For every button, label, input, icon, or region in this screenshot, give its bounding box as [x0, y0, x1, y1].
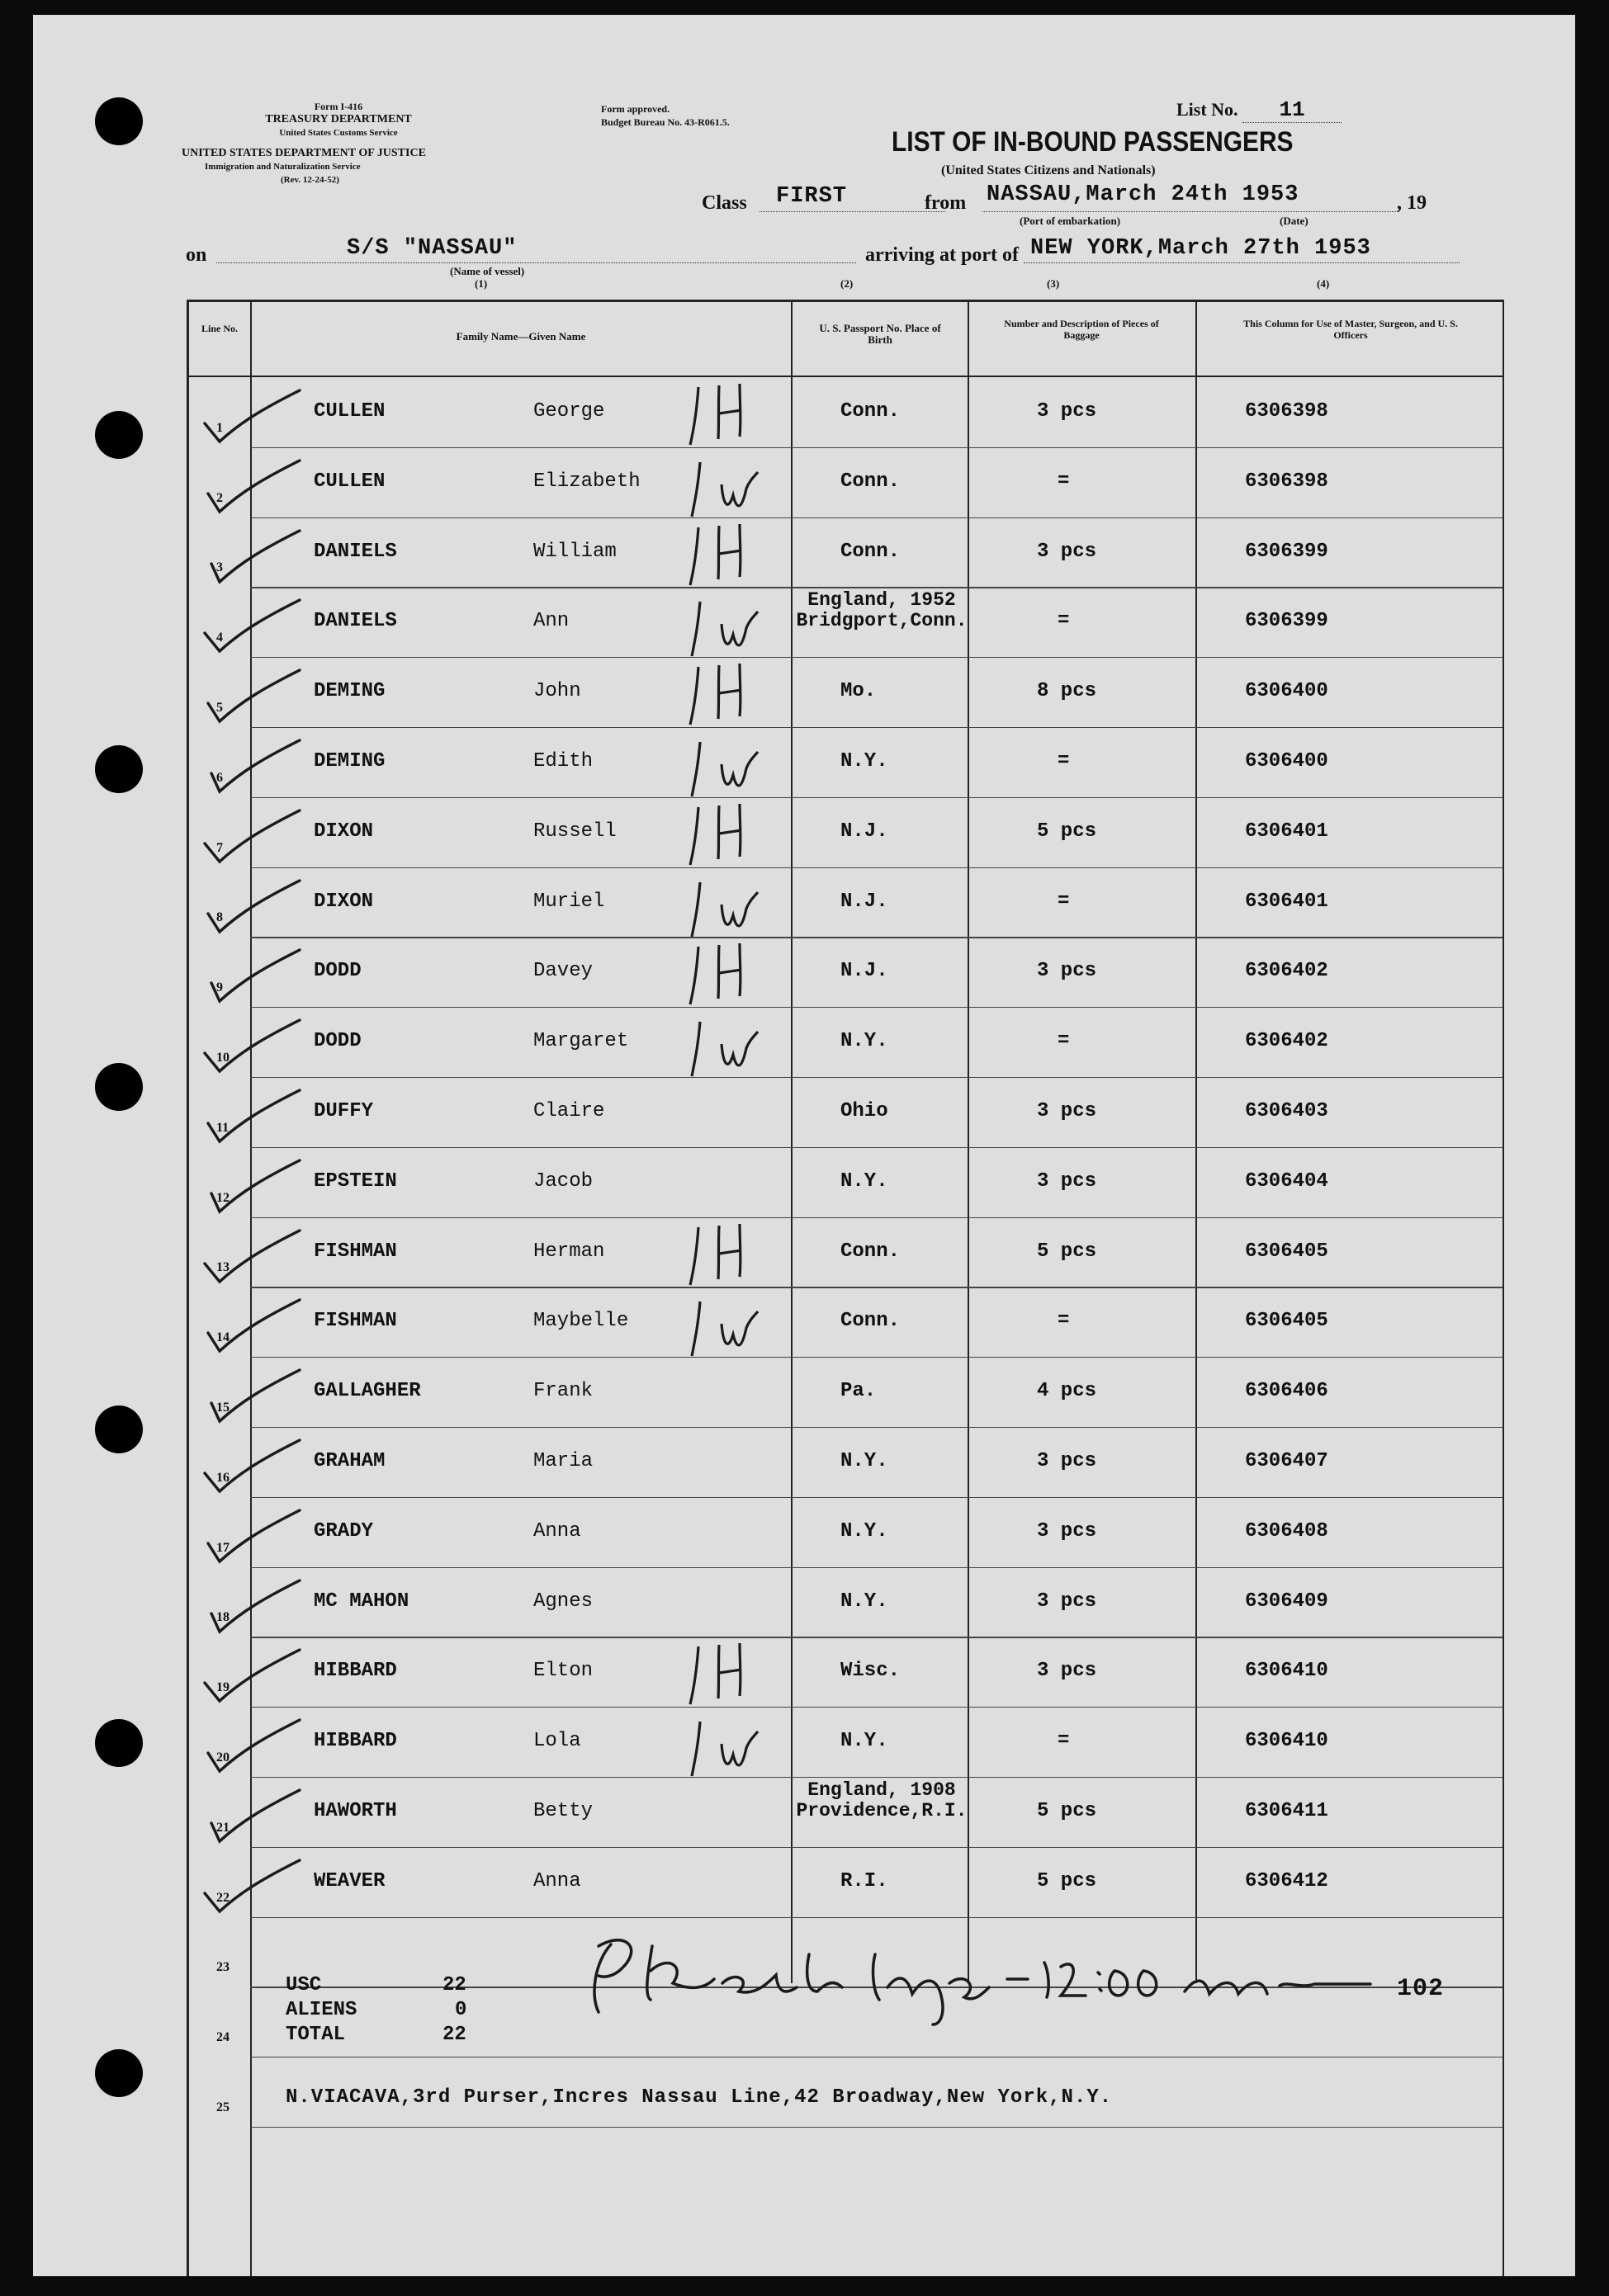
col-2-number: (2) — [840, 277, 854, 290]
line-number: 20 — [216, 1750, 230, 1765]
head-of-household-mark — [682, 657, 781, 731]
rev-label: (Rev. 12-24-52) — [281, 175, 339, 185]
row-divider — [250, 1707, 1503, 1708]
header-line-no: Line No. — [201, 323, 238, 334]
passport-number: 6306401 — [1245, 890, 1328, 913]
header-officers: This Column for Use of Master, Surgeon, and U. S. Officers — [1243, 318, 1458, 341]
passport-number: 6306409 — [1245, 1590, 1328, 1613]
passport-number: 6306398 — [1245, 470, 1328, 493]
row-divider — [250, 2127, 1503, 2128]
from-label: from — [925, 192, 967, 214]
place-of-birth: Mo. — [840, 680, 877, 703]
arriving-label: arriving at port of — [865, 244, 1019, 266]
given-name: Lola — [533, 1730, 581, 1753]
list-no-value: 11 — [1242, 97, 1342, 123]
baggage-count: 3 pcs — [1037, 1450, 1097, 1472]
line-number: 19 — [216, 1680, 230, 1695]
form-approved: Form approved. — [601, 103, 670, 115]
budget-bureau: Budget Bureau No. 43-R061.5. — [601, 116, 730, 128]
passport-number: 6306399 — [1245, 610, 1328, 633]
row-divider — [250, 937, 1503, 938]
baggage-count: 5 pcs — [1037, 1800, 1097, 1822]
justice-label: UNITED STATES DEPARTMENT OF JUSTICE — [182, 147, 426, 159]
line-number: 15 — [216, 1401, 230, 1415]
class-value: FIRST — [776, 184, 848, 209]
family-name: DANIELS — [314, 540, 397, 563]
passport-number: 6306410 — [1245, 1730, 1328, 1753]
form-header-left — [182, 100, 495, 139]
place-of-birth: N.Y. — [840, 1450, 888, 1472]
passport-number: 6306410 — [1245, 1660, 1328, 1683]
passport-number: 6306412 — [1245, 1869, 1328, 1892]
row-divider — [250, 797, 1503, 798]
given-name: Claire — [533, 1100, 605, 1122]
line-number: 24 — [216, 2030, 230, 2045]
family-name: DEMING — [314, 750, 386, 772]
passport-number: 6306399 — [1245, 540, 1328, 563]
family-name: MC MAHON — [314, 1590, 409, 1613]
punch-hole — [95, 1719, 143, 1767]
name-col-border — [791, 300, 793, 1983]
line-number: 9 — [216, 980, 223, 995]
given-name: Frank — [533, 1380, 594, 1403]
head-of-household-mark — [682, 1637, 781, 1711]
row-divider — [250, 1427, 1503, 1428]
arrival-value: NEW YORK,March 27th 1953 — [1030, 236, 1371, 261]
wife-mark — [682, 1007, 781, 1081]
line-number: 12 — [216, 1190, 230, 1205]
header-name: Family Name—Given Name — [456, 330, 586, 343]
place-of-birth: Conn. — [840, 1310, 901, 1333]
row-divider — [250, 1917, 1503, 1918]
baggage-count: 3 pcs — [1037, 960, 1097, 983]
row-divider — [250, 447, 1503, 448]
row-divider — [250, 1357, 1503, 1358]
row-divider — [250, 727, 1503, 728]
family-name: DUFFY — [314, 1100, 374, 1122]
passport-number: 6306404 — [1245, 1169, 1328, 1193]
line-number: 22 — [216, 1890, 230, 1905]
baggage-count: = — [1058, 470, 1070, 493]
passport-number: 6306405 — [1245, 1240, 1328, 1263]
line-number: 4 — [216, 631, 223, 645]
form-number: Form I-416 — [314, 101, 363, 112]
total-count: 22 — [442, 2024, 466, 2046]
punch-hole — [95, 745, 143, 793]
head-of-household-mark — [682, 797, 781, 872]
vessel-note: (Name of vessel) — [450, 265, 525, 277]
given-name: Edith — [533, 750, 594, 772]
family-name: DANIELS — [314, 610, 397, 633]
line-number: 7 — [216, 840, 223, 855]
vessel-col-number: (1) — [475, 277, 488, 290]
family-name: DIXON — [314, 820, 374, 843]
place-of-birth: Pa. — [840, 1380, 877, 1403]
table-top-border — [187, 300, 1504, 302]
given-name: Ann — [533, 610, 570, 633]
vessel-underline — [216, 262, 856, 263]
place-of-birth: N.Y. — [840, 1590, 888, 1613]
col-4-number: (4) — [1317, 277, 1330, 290]
place-of-birth: Conn. — [840, 470, 901, 493]
baggage-count: = — [1058, 1310, 1070, 1333]
passport-number: 6306408 — [1245, 1519, 1328, 1542]
given-name: Muriel — [533, 890, 605, 913]
baggage-count: 3 pcs — [1037, 540, 1097, 563]
punch-hole — [95, 1063, 143, 1111]
baggage-count: 3 pcs — [1037, 1169, 1097, 1193]
row-divider — [250, 1567, 1503, 1568]
baggage-count: 5 pcs — [1037, 820, 1097, 843]
family-name: HIBBARD — [314, 1660, 397, 1683]
given-name: Anna — [533, 1519, 581, 1542]
passport-number: 6306402 — [1245, 1030, 1328, 1053]
row-divider — [250, 1077, 1503, 1078]
given-name: Agnes — [533, 1590, 594, 1613]
baggage-count: = — [1058, 1030, 1070, 1053]
row-divider — [250, 657, 1503, 658]
family-name: GRADY — [314, 1519, 374, 1542]
punch-hole — [95, 97, 143, 145]
line-number: 5 — [216, 701, 223, 715]
line-number: 1 — [216, 420, 223, 435]
baggage-count: 4 pcs — [1037, 1380, 1097, 1403]
ins-label: Immigration and Naturalization Service — [205, 162, 361, 172]
family-name: DODD — [314, 960, 362, 983]
head-of-household-mark — [682, 937, 781, 1011]
vessel-name: S/S "NASSAU" — [347, 236, 518, 261]
row-divider — [250, 587, 1503, 588]
passport-col-border — [968, 300, 969, 1983]
line-number: 8 — [216, 910, 223, 925]
given-name: Elton — [533, 1660, 594, 1683]
on-label: on — [186, 244, 207, 266]
place-of-birth: Conn. — [840, 400, 901, 423]
given-name: Margaret — [533, 1030, 629, 1053]
place-of-birth: England, 1908 Providence,R.I. — [796, 1779, 968, 1821]
family-name: DIXON — [314, 890, 374, 913]
family-name: GRAHAM — [314, 1450, 386, 1472]
head-of-household-mark — [682, 517, 781, 592]
passport-number: 6306398 — [1245, 400, 1328, 423]
given-name: John — [533, 680, 581, 703]
place-of-birth: Conn. — [840, 540, 901, 563]
place-of-birth: N.Y. — [840, 750, 888, 772]
place-of-birth: N.J. — [840, 960, 888, 983]
justice-block — [182, 147, 454, 187]
total-row — [286, 2024, 466, 2046]
row-divider — [250, 1217, 1503, 1218]
baggage-count: 3 pcs — [1037, 1590, 1097, 1613]
given-name: Anna — [533, 1869, 581, 1892]
place-of-birth: N.J. — [840, 890, 888, 913]
family-name: CULLEN — [314, 470, 386, 493]
given-name: Davey — [533, 960, 594, 983]
given-name: William — [533, 540, 617, 563]
baggage-count: 3 pcs — [1037, 1100, 1097, 1122]
line-number: 3 — [216, 560, 223, 575]
wife-mark — [682, 587, 781, 661]
class-label: Class — [702, 192, 747, 214]
baggage-count: 8 pcs — [1037, 680, 1097, 703]
wife-mark — [682, 447, 781, 522]
row-divider — [250, 1777, 1503, 1778]
line-number: 21 — [216, 1820, 230, 1835]
wife-mark — [682, 1707, 781, 1781]
place-of-birth: N.Y. — [840, 1169, 888, 1193]
row-divider — [250, 1847, 1503, 1848]
line-number: 11 — [216, 1120, 230, 1135]
line-number: 14 — [216, 1330, 230, 1345]
punch-hole — [95, 2049, 143, 2097]
from-value: NASSAU,March 24th 1953 — [987, 182, 1299, 207]
passport-number: 6306401 — [1245, 820, 1328, 843]
baggage-count: 5 pcs — [1037, 1240, 1097, 1263]
family-name: HAWORTH — [314, 1800, 397, 1822]
given-name: George — [533, 400, 605, 423]
place-of-birth: R.I. — [840, 1869, 888, 1892]
row-divider — [250, 1147, 1503, 1148]
given-name: Jacob — [533, 1169, 594, 1193]
line-number: 23 — [216, 1960, 230, 1975]
line-number: 10 — [216, 1051, 230, 1065]
line-number: 13 — [216, 1260, 230, 1275]
passport-number: 6306405 — [1245, 1310, 1328, 1333]
place-of-birth: Ohio — [840, 1100, 888, 1122]
customs-label: United States Customs Service — [279, 128, 398, 138]
from-underline — [982, 211, 1399, 212]
place-of-birth: N.Y. — [840, 1519, 888, 1542]
passport-number: 6306403 — [1245, 1100, 1328, 1122]
line-number: 16 — [216, 1470, 230, 1485]
wife-mark — [682, 727, 781, 801]
date-note: (Date) — [1280, 215, 1308, 227]
passport-number: 6306400 — [1245, 680, 1328, 703]
year-suffix: , 19 — [1397, 192, 1427, 214]
baggage-count: = — [1058, 610, 1070, 633]
baggage-col-border — [1195, 300, 1197, 1983]
port-embarkation-note: (Port of embarkation) — [1020, 215, 1121, 227]
aliens-label: ALIENS — [286, 1999, 357, 2021]
passport-number: 6306406 — [1245, 1380, 1328, 1403]
treasury-label: TREASURY DEPARTMENT — [265, 113, 412, 125]
family-name: GALLAGHER — [314, 1380, 421, 1403]
line-number: 25 — [216, 2100, 230, 2114]
head-of-household-mark — [682, 377, 781, 451]
left-border — [187, 300, 189, 2276]
baggage-count: 3 pcs — [1037, 400, 1097, 423]
given-name: Maybelle — [533, 1310, 629, 1333]
baggage-count: 5 pcs — [1037, 1869, 1097, 1892]
family-name: CULLEN — [314, 400, 386, 423]
wife-mark — [682, 1287, 781, 1361]
line-number: 18 — [216, 1610, 230, 1625]
usc-row — [286, 1974, 466, 1996]
purser-footer-line: N.VIACAVA,3rd Purser,Incres Nassau Line,42 Broadway,New York,N.Y. — [286, 2086, 1113, 2109]
place-of-birth: Conn. — [840, 1240, 901, 1263]
given-name: Maria — [533, 1450, 594, 1472]
line-number: 17 — [216, 1540, 230, 1555]
header-baggage: Number and Description of Pieces of Baggage — [1004, 318, 1159, 341]
baggage-count: 3 pcs — [1037, 1660, 1097, 1683]
list-number-row — [1176, 97, 1342, 123]
inspector-signature — [561, 1921, 1420, 2029]
right-border — [1503, 300, 1504, 2276]
baggage-count: 3 pcs — [1037, 1519, 1097, 1542]
head-of-household-mark — [682, 1217, 781, 1292]
page-title: LIST OF IN-BOUND PASSENGERS — [892, 126, 1294, 158]
usc-count: 22 — [442, 1974, 466, 1996]
row-divider — [250, 517, 1503, 518]
total-label: TOTAL — [286, 2024, 346, 2046]
header-bottom-border — [187, 376, 1504, 377]
baggage-count: = — [1058, 1730, 1070, 1753]
passport-number: 6306402 — [1245, 960, 1328, 983]
given-name: Herman — [533, 1240, 605, 1263]
page-subtitle: (United States Citizens and Nationals) — [941, 163, 1156, 177]
col-3-number: (3) — [1047, 277, 1060, 290]
family-name: DODD — [314, 1030, 362, 1053]
place-of-birth: N.J. — [840, 820, 888, 843]
aliens-count: 0 — [455, 1999, 467, 2021]
place-of-birth: Wisc. — [840, 1660, 901, 1683]
family-name: FISHMAN — [314, 1310, 397, 1333]
manifest-page — [33, 15, 1575, 2276]
aliens-row — [286, 1999, 466, 2021]
baggage-count: = — [1058, 750, 1070, 772]
family-name: FISHMAN — [314, 1240, 397, 1263]
family-name: EPSTEIN — [314, 1169, 397, 1193]
wife-mark — [682, 867, 781, 942]
given-name: Betty — [533, 1800, 594, 1822]
punch-hole — [95, 411, 143, 459]
passport-number: 6306411 — [1245, 1800, 1328, 1822]
place-of-birth: N.Y. — [840, 1730, 888, 1753]
place-of-birth: N.Y. — [840, 1030, 888, 1053]
given-name: Russell — [533, 820, 617, 843]
family-name: HIBBARD — [314, 1730, 397, 1753]
family-name: DEMING — [314, 680, 386, 703]
row-divider — [250, 1007, 1503, 1008]
header-passport: U. S. Passport No. Place of Birth — [819, 322, 941, 346]
place-of-birth: England, 1952 Bridgport,Conn. — [796, 589, 968, 632]
approval-block — [601, 102, 730, 129]
family-name: WEAVER — [314, 1869, 386, 1892]
passenger-count-total: 102 — [1397, 1975, 1445, 2003]
punch-hole — [95, 1405, 143, 1453]
line-number: 2 — [216, 490, 223, 505]
given-name: Elizabeth — [533, 470, 641, 493]
usc-label: USC — [286, 1974, 322, 1996]
passport-number: 6306400 — [1245, 750, 1328, 772]
list-no-label: List No. — [1176, 99, 1238, 120]
baggage-count: = — [1058, 890, 1070, 913]
passport-number: 6306407 — [1245, 1450, 1328, 1472]
arrival-underline — [1024, 262, 1460, 263]
class-underline — [760, 211, 945, 212]
row-divider — [250, 867, 1503, 868]
row-divider — [250, 1497, 1503, 1498]
line-number: 6 — [216, 770, 223, 785]
